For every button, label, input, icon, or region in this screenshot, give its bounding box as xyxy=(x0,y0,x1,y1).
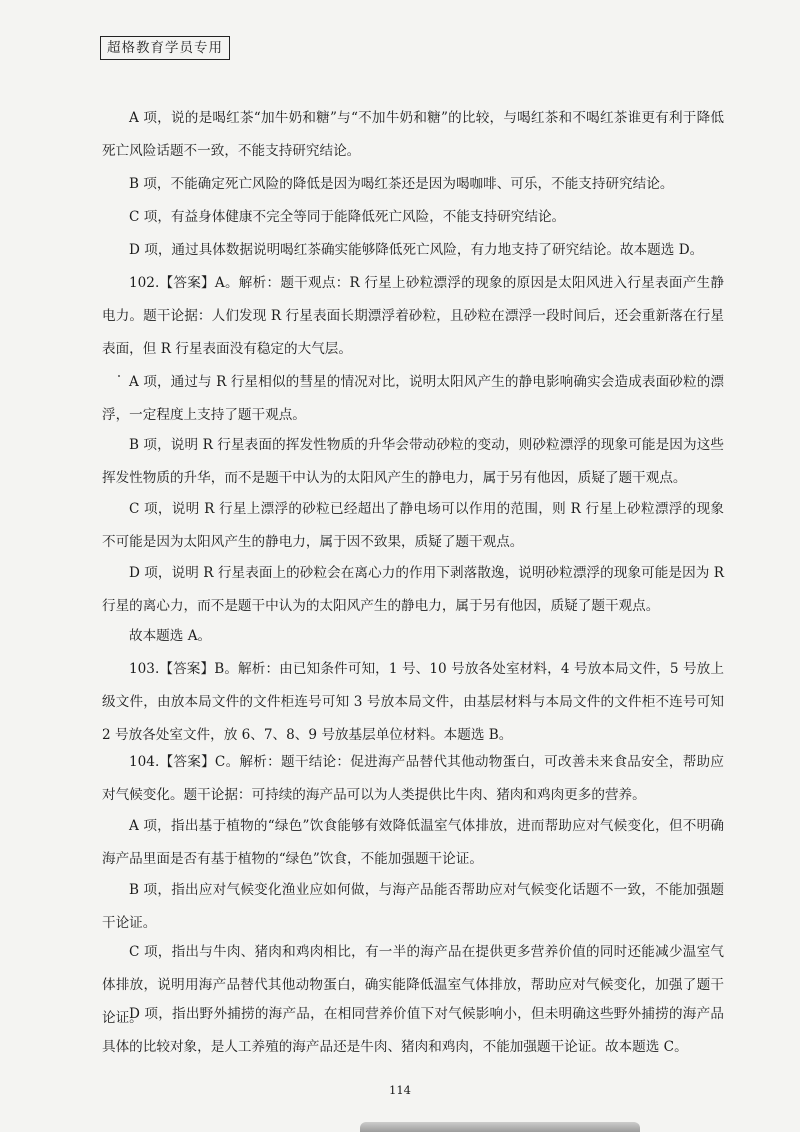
paragraph-102-c: C 项，说明 R 行星上漂浮的砂粒已经超出了静电场可以作用的范围，则 R 行星上砂粒漂浮的现象不可能是因为太阳风产生的静电力，属于因不致果，质疑了题干观点。 xyxy=(102,501,724,550)
paragraph-102-d: D 项，说明 R 行星表面上的砂粒会在离心力的作用下剥落散逸，说明砂粒漂浮的现象可能是因为 R 行星的离心力，而不是题干中认为的太阳风产生的静电力，属于另有他因，质疑了题干观点。 xyxy=(102,565,724,614)
paragraph-102-a: A 项，通过与 R 行星相似的彗星的情况对比，说明太阳风产生的静电影响确实会造成表面砂粒的漂浮，一定程度上支持了题干观点。 xyxy=(102,374,724,423)
paragraph-104-answer: 104.【答案】C。解析：题干结论：促进海产品替代其他动物蛋白，可改善未来食品安全，帮助应对气候变化。题干论据：可持续的海产品可以为人类提供比牛肉、猪肉和鸡肉更多的营养。 xyxy=(102,754,724,803)
header-stamp: 超格教育学员专用 xyxy=(100,36,230,60)
paragraph-102-conclusion: 故本题选 A。 xyxy=(129,628,212,644)
paragraph-102-b: B 项，说明 R 行星表面的挥发性物质的升华会带动砂粒的变动，则砂粒漂浮的现象可能是因为这些挥发性物质的升华，而不是题干中认为的太阳风产生的静电力，属于另有他因，质疑了题干观点。 xyxy=(102,437,724,486)
page-number: 114 xyxy=(389,1083,411,1097)
paragraph-104-b: B 项，指出应对气候变化渔业应如何做，与海产品能否帮助应对气候变化话题不一致，不能加强题干论证。 xyxy=(102,882,724,931)
paragraph-104-c: C 项，指出与牛肉、猪肉和鸡肉相比，有一半的海产品在提供更多营养价值的同时还能减少温室气体排放，说明用海产品替代其他动物蛋白，确实能降低温室气体排放，帮助应对气候变化，加强了题干论证。 xyxy=(102,944,724,1026)
paragraph-104-a: A 项，指出基于植物的“绿色”饮食能够有效降低温室气体排放，进而帮助应对气候变化，但不明确海产品里面是否有基于植物的“绿色”饮食，不能加强题干论证。 xyxy=(102,818,724,867)
paragraph-101-c: C 项，有益身体健康不完全等同于能降低死亡风险，不能支持研究结论。 xyxy=(129,209,566,225)
paragraph-103-answer: 103.【答案】B。解析：由已知条件可知，1 号、10 号放各处室材料，4 号放本局文件，5 号放上级文件，由放本局文件的文件柜连号可知 3 号放本局文件，由基层材料与本局文件的文件柜不连号可知 2 号放各处室文件，放 6、7、8、9 号放基层单位材料。本题选 B。 xyxy=(102,661,724,743)
paragraph-101-d: D 项，通过具体数据说明喝红茶确实能够降低死亡风险，有力地支持了研究结论。故本题选 D。 xyxy=(129,242,704,258)
paragraph-101-b: B 项，不能确定死亡风险的降低是因为喝红茶还是因为喝咖啡、可乐，不能支持研究结论。 xyxy=(129,176,674,192)
scan-edge-shadow xyxy=(360,1122,640,1132)
paragraph-101-a: A 项，说的是喝红茶“加牛奶和糖”与“不加牛奶和糖”的比较，与喝红茶和不喝红茶谁更有利于降低死亡风险话题不一致，不能支持研究结论。 xyxy=(102,110,724,159)
paragraph-104-d: D 项，指出野外捕捞的海产品，在相同营养价值下对气候影响小，但未明确这些野外捕捞的海产品具体的比较对象，是人工养殖的海产品还是牛肉、猪肉和鸡肉，不能加强题干论证。故本题选 C。 xyxy=(102,1006,724,1055)
paragraph-102-answer: 102.【答案】A。解析：题干观点：R 行星上砂粒漂浮的现象的原因是太阳风进入行星表面产生静电力。题干论据：人们发现 R 行星表面长期漂浮着砂粒，且砂粒在漂浮一段时间后，还会重新落在行星表面，但 R 行星表面没有稳定的大气层。 xyxy=(102,275,724,357)
